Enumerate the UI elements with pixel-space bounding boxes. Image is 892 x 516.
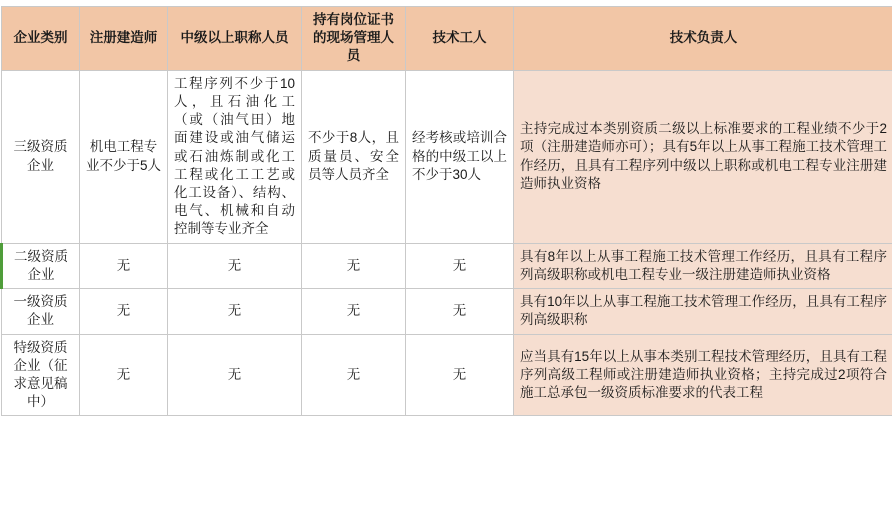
cell-tech-lead-level-three: 主持完成过本类别资质二级以上标准要求的工程业绩不少于2项（注册建造师亦可）；具有5年以上从事工程施工技术管理工作经历，且具有工程序列中级以上职称或机电工程专业注册建造师执业资格 bbox=[514, 70, 892, 243]
table-row bbox=[2, 334, 892, 416]
cell-tech-lead-special-grade: 应当具有15年以上从事本类别工程技术管理经历，且具有工程序列高级工程师或注册建造师执业资格；主持完成过2项符合施工总承包一级资质标准要求的代表工程 bbox=[514, 334, 892, 416]
cell-builder-level-one: 无 bbox=[80, 289, 168, 334]
cell-title-staff-special-grade: 无 bbox=[168, 334, 302, 416]
cell-workers-level-two: 无 bbox=[406, 243, 514, 288]
cell-builder-special-grade: 无 bbox=[80, 334, 168, 416]
cell-title-staff-level-one: 无 bbox=[168, 289, 302, 334]
column-header-tech-lead: 技术负责人 bbox=[514, 7, 892, 71]
table-row bbox=[2, 70, 892, 243]
column-header-title-staff: 中级以上职称人员 bbox=[168, 7, 302, 71]
cell-title-staff-level-three: 工程序列不少于10人，且石油化工（或（油气田）地面建设或油气储运或石油炼制或化工工程或化工工艺或化工设备）、结构、电气、机械和自动控制等专业齐全 bbox=[168, 70, 302, 243]
cell-workers-special-grade: 无 bbox=[406, 334, 514, 416]
column-header-site-mgmt: 持有岗位证书的现场管理人员 bbox=[302, 7, 406, 71]
column-header-workers: 技术工人 bbox=[406, 7, 514, 71]
cell-builder-level-three: 机电工程专业不少于5人 bbox=[80, 70, 168, 243]
column-header-builder: 注册建造师 bbox=[80, 7, 168, 71]
row-label-level-two: 二级资质企业 bbox=[2, 243, 80, 288]
cell-tech-lead-level-one: 具有10年以上从事工程施工技术管理工作经历，且具有工程序列高级职称 bbox=[514, 289, 892, 334]
column-header-category: 企业类别 bbox=[2, 7, 80, 71]
cell-title-staff-level-two: 无 bbox=[168, 243, 302, 288]
table-row bbox=[2, 289, 892, 334]
cell-site-mgmt-level-one: 无 bbox=[302, 289, 406, 334]
cell-tech-lead-level-two: 具有8年以上从事工程施工技术管理工作经历，且具有工程序列高级职称或机电工程专业一级注册建造师执业资格 bbox=[514, 243, 892, 288]
cell-site-mgmt-level-two: 无 bbox=[302, 243, 406, 288]
cell-site-mgmt-special-grade: 无 bbox=[302, 334, 406, 416]
row-label-level-one: 一级资质企业 bbox=[2, 289, 80, 334]
table-header-row bbox=[2, 7, 892, 71]
cell-workers-level-one: 无 bbox=[406, 289, 514, 334]
table-row bbox=[2, 243, 892, 288]
cell-site-mgmt-level-three: 不少于8人，且质量员、安全员等人员齐全 bbox=[302, 70, 406, 243]
row-label-level-three: 三级资质企业 bbox=[2, 70, 80, 243]
row-label-special-grade: 特级资质企业（征求意见稿中） bbox=[2, 334, 80, 416]
cell-workers-level-three: 经考核或培训合格的中级工以上不少于30人 bbox=[406, 70, 514, 243]
qualification-requirements-table bbox=[0, 6, 892, 416]
cell-builder-level-two: 无 bbox=[80, 243, 168, 288]
